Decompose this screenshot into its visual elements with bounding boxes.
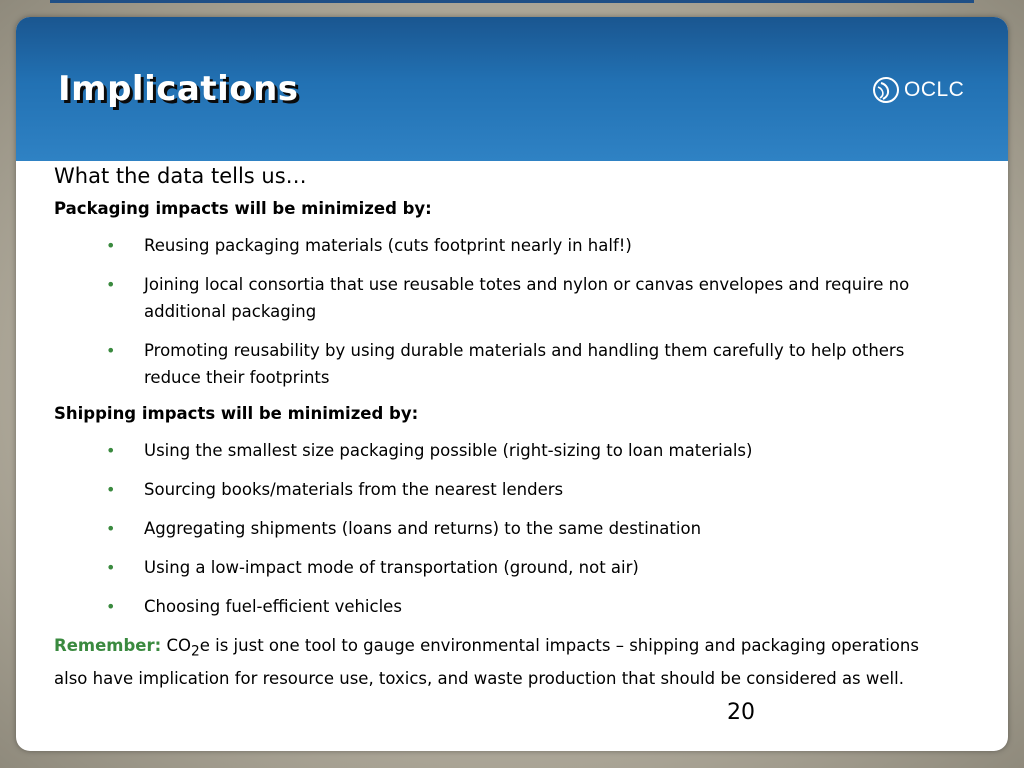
list-item-text: Sourcing books/materials from the nearest lenders [144,480,564,499]
packaging-heading: Packaging impacts will be minimized by: [54,199,432,218]
bullet-icon: • [106,275,116,294]
list-item-text: Promoting reusability by using durable materials and handling them carefully to help others reduce their footprints [144,341,905,387]
list-item [54,232,954,259]
list-item [54,337,954,391]
oclc-logo-text: OCLC [904,78,965,101]
slide-header [16,17,1008,161]
list-item-text: Using the smallest size packaging possible (right-sizing to loan materials) [144,441,753,460]
bullet-icon: • [106,236,116,255]
list-item-text: Choosing fuel-efficient vehicles [144,597,402,616]
remember-text: e is just one tool to gauge environmental impacts – shipping and packaging operations also have implication for resource use, toxics, and waste production that should be considered as well. [54,636,919,689]
shipping-list [54,437,954,620]
page-number: 20 [727,700,755,725]
co2-prefix: CO [166,636,191,655]
bullet-icon: • [106,558,116,577]
bullet-icon: • [106,597,116,616]
bullet-icon: • [106,341,116,360]
list-item-text: Reusing packaging materials (cuts footprint nearly in half!) [144,236,632,255]
list-item-text: Joining local consortia that use reusable totes and nylon or canvas envelopes and require no additional packaging [144,275,910,321]
list-item [54,271,954,325]
co2-subscript: 2 [190,643,200,660]
list-item-text: Aggregating shipments (loans and returns) to the same destination [144,519,702,538]
bullet-icon: • [106,519,116,538]
list-item [54,476,954,503]
slide-title: Implications [58,69,299,109]
shipping-heading: Shipping impacts will be minimized by: [54,404,419,423]
remember-note [54,632,934,693]
slide-subtitle: What the data tells us… [54,164,307,188]
oclc-logo-icon [871,75,901,105]
bullet-icon: • [106,441,116,460]
list-item [54,515,954,542]
packaging-list [54,232,954,391]
top-accent-strip [50,0,974,3]
list-item-text: Using a low-impact mode of transportation (ground, not air) [144,558,639,577]
list-item [54,554,954,581]
bullet-icon: • [106,480,116,499]
slide-content [54,160,954,693]
list-item [54,593,954,620]
list-item [54,437,954,464]
remember-label: Remember: [54,636,162,655]
oclc-logo [871,75,964,105]
